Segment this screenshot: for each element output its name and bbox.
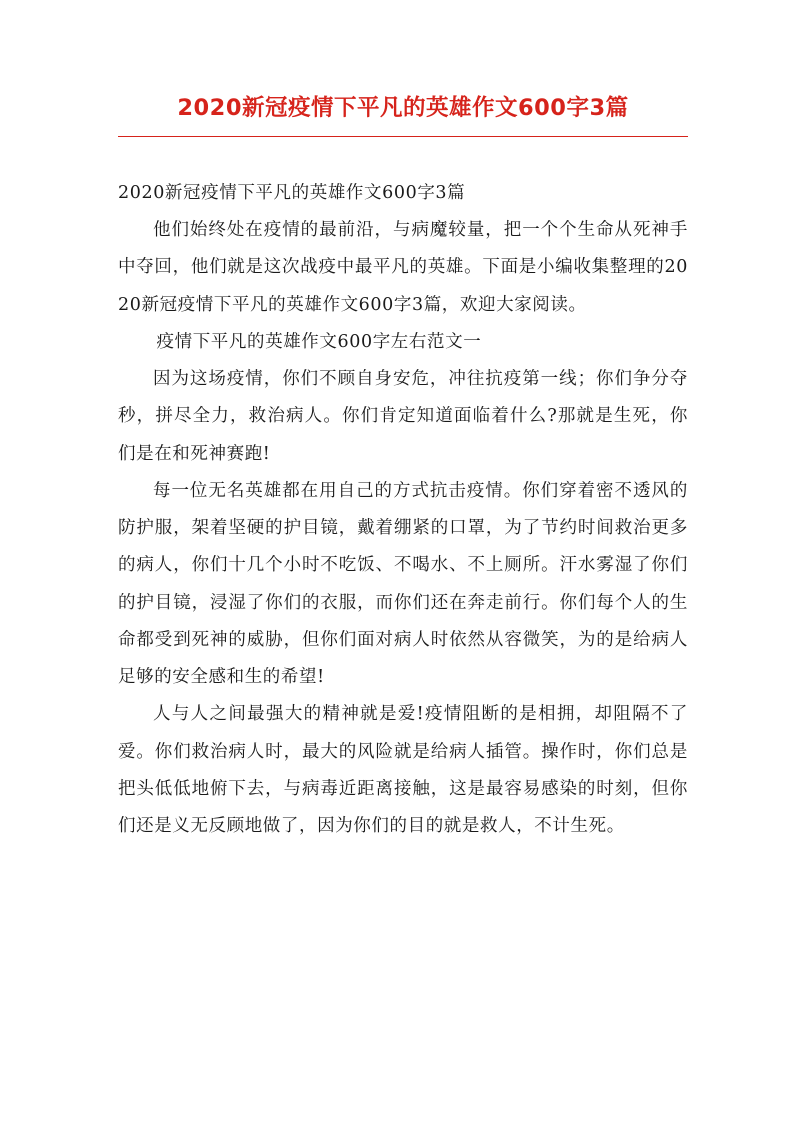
paragraph-heading-line: 2020新冠疫情下平凡的英雄作文600字3篇 — [118, 182, 466, 203]
paragraph-body-1: 因为这场疫情，你们不顾自身安危，冲往抗疫第一线；你们争分夺秒，拼尽全力，救治病人。你们肯定知道面临着什么?那就是生死，你们是在和死神赛跑! — [118, 369, 688, 464]
page-title: 2020新冠疫情下平凡的英雄作文600字3篇 — [177, 95, 629, 121]
paragraph-body-3: 人与人之间最强大的精神就是爱!疫情阻断的是相拥，却阻隔不了爱。你们救治病人时，最大的风险就是给病人插管。操作时，你们总是把头低低地俯下去，与病毒近距离接触，这是最容易感染的时刻，但你们还是义无反顾地做了，因为你们的目的就是救人，不计生死。 — [118, 704, 688, 837]
paragraph-intro: 他们始终处在疫情的最前沿，与病魔较量，把一个个生命从死神手中夺回，他们就是这次战疫中最平凡的英雄。下面是小编收集整理的2020新冠疫情下平凡的英雄作文600字3篇，欢迎大家阅读。 — [118, 220, 688, 315]
document-body — [118, 92, 688, 846]
title-divider — [118, 136, 688, 137]
paragraph-body-2: 每一位无名英雄都在用自己的方式抗击疫情。你们穿着密不透风的防护服，架着坚硬的护目镜，戴着绷紧的口罩，为了节约时间救治更多的病人，你们十几个小时不吃饭、不喝水、不上厕所。汗水雾湿了你们的护目镜，浸湿了你们的衣服，而你们还在奔走前行。你们每个人的生命都受到死神的威胁，但你们面对病人时依然从容微笑，为的是给病人足够的安全感和生的希望! — [118, 480, 688, 688]
paragraph-section-one-heading: 疫情下平凡的英雄作文600字左右范文一 — [156, 331, 482, 352]
